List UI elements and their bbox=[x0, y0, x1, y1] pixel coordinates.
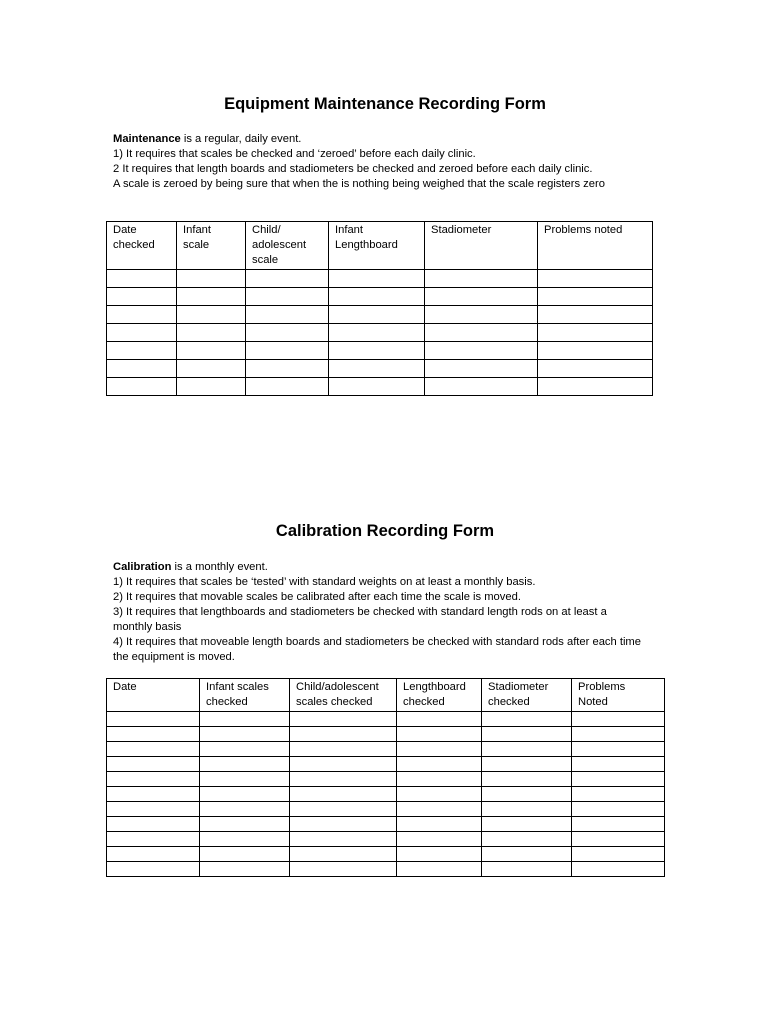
table-cell[interactable] bbox=[482, 787, 572, 802]
col-date-checked: Date checked bbox=[107, 222, 177, 270]
table-cell[interactable] bbox=[482, 757, 572, 772]
table-cell[interactable] bbox=[397, 727, 482, 742]
table-cell[interactable] bbox=[177, 360, 246, 378]
table-cell[interactable] bbox=[290, 832, 397, 847]
table-cell[interactable] bbox=[107, 862, 200, 877]
table-cell[interactable] bbox=[572, 727, 665, 742]
table-cell[interactable] bbox=[290, 802, 397, 817]
table-row bbox=[107, 727, 665, 742]
table-cell[interactable] bbox=[200, 757, 290, 772]
table-cell[interactable] bbox=[177, 378, 246, 396]
table-cell[interactable] bbox=[482, 862, 572, 877]
table-cell[interactable] bbox=[538, 360, 653, 378]
table-cell[interactable] bbox=[482, 817, 572, 832]
table-cell[interactable] bbox=[107, 342, 177, 360]
table-cell[interactable] bbox=[107, 772, 200, 787]
table-cell[interactable] bbox=[538, 270, 653, 288]
table-cell[interactable] bbox=[246, 288, 329, 306]
col-problems-noted: Problems noted bbox=[538, 222, 653, 270]
calibration-line-4: 4) It requires that moveable length boards and stadiometers be checked with standard rods after each time the equipment is moved. bbox=[113, 636, 641, 663]
table-cell[interactable] bbox=[425, 306, 538, 324]
calibration-lead-bold: Calibration bbox=[113, 561, 172, 573]
table-cell[interactable] bbox=[290, 742, 397, 757]
table-cell[interactable] bbox=[200, 817, 290, 832]
calibration-lead bbox=[113, 560, 673, 575]
table-row bbox=[107, 360, 653, 378]
table-cell[interactable] bbox=[329, 324, 425, 342]
calibration-description bbox=[113, 560, 673, 665]
maintenance-line-3: A scale is zeroed by being sure that when the is nothing being weighed that the scale registers zero bbox=[113, 178, 605, 190]
table-cell[interactable] bbox=[572, 802, 665, 817]
table-cell[interactable] bbox=[572, 817, 665, 832]
table-row bbox=[107, 817, 665, 832]
maintenance-line-1: 1) It requires that scales be checked and ‘zeroed’ before each daily clinic. bbox=[113, 148, 476, 160]
table-cell[interactable] bbox=[200, 712, 290, 727]
table-cell[interactable] bbox=[538, 288, 653, 306]
table-cell[interactable] bbox=[177, 324, 246, 342]
table-cell[interactable] bbox=[329, 288, 425, 306]
table-cell[interactable] bbox=[246, 270, 329, 288]
table-row bbox=[107, 757, 665, 772]
table-cell[interactable] bbox=[397, 817, 482, 832]
table-cell[interactable] bbox=[329, 342, 425, 360]
table-cell[interactable] bbox=[397, 712, 482, 727]
table-cell[interactable] bbox=[246, 360, 329, 378]
table-cell[interactable] bbox=[572, 862, 665, 877]
table-cell[interactable] bbox=[107, 832, 200, 847]
table-cell[interactable] bbox=[572, 742, 665, 757]
table-row bbox=[107, 802, 665, 817]
col-child-adolescent-scale: Child/ adolescent scale bbox=[246, 222, 329, 270]
table-cell[interactable] bbox=[482, 832, 572, 847]
col-infant-scale: Infant scale bbox=[177, 222, 246, 270]
table-cell[interactable] bbox=[425, 342, 538, 360]
table-cell[interactable] bbox=[425, 324, 538, 342]
maintenance-description bbox=[113, 132, 673, 192]
table-cell[interactable] bbox=[107, 847, 200, 862]
table-row bbox=[107, 742, 665, 757]
table-cell[interactable] bbox=[246, 378, 329, 396]
table-row bbox=[107, 342, 653, 360]
table-cell[interactable] bbox=[200, 832, 290, 847]
table-cell[interactable] bbox=[329, 360, 425, 378]
table-cell[interactable] bbox=[290, 817, 397, 832]
maintenance-lead-rest: is a regular, daily event. bbox=[180, 133, 302, 145]
table-cell[interactable] bbox=[200, 742, 290, 757]
table-cell[interactable] bbox=[538, 306, 653, 324]
table-cell[interactable] bbox=[107, 817, 200, 832]
table-cell[interactable] bbox=[246, 306, 329, 324]
table-cell[interactable] bbox=[107, 360, 177, 378]
table-cell[interactable] bbox=[482, 847, 572, 862]
table-cell[interactable] bbox=[107, 324, 177, 342]
table-cell[interactable] bbox=[290, 862, 397, 877]
maintenance-header-row bbox=[107, 222, 653, 270]
table-cell[interactable] bbox=[107, 727, 200, 742]
table-cell[interactable] bbox=[290, 727, 397, 742]
table-row bbox=[107, 712, 665, 727]
table-cell[interactable] bbox=[482, 727, 572, 742]
table-cell[interactable] bbox=[290, 847, 397, 862]
maintenance-title: Equipment Maintenance Recording Form bbox=[224, 95, 546, 113]
table-cell[interactable] bbox=[397, 832, 482, 847]
calibration-line-2: 2) It requires that movable scales be calibrated after each time the scale is moved. bbox=[113, 591, 521, 603]
table-row bbox=[107, 772, 665, 787]
table-cell[interactable] bbox=[290, 772, 397, 787]
table-cell[interactable] bbox=[572, 832, 665, 847]
table-cell[interactable] bbox=[107, 742, 200, 757]
table-cell[interactable] bbox=[482, 742, 572, 757]
calibration-title: Calibration Recording Form bbox=[275, 522, 495, 540]
col-problems-noted: Problems Noted bbox=[572, 679, 665, 712]
table-cell[interactable] bbox=[200, 802, 290, 817]
maintenance-line-2: 2 It requires that length boards and stadiometers be checked and zeroed before each daily clinic. bbox=[113, 163, 593, 175]
maintenance-table bbox=[106, 221, 653, 396]
table-cell[interactable] bbox=[397, 862, 482, 877]
maintenance-lead bbox=[113, 132, 673, 147]
table-cell[interactable] bbox=[177, 288, 246, 306]
table-cell[interactable] bbox=[538, 324, 653, 342]
table-row bbox=[107, 324, 653, 342]
table-cell[interactable] bbox=[107, 787, 200, 802]
table-cell[interactable] bbox=[107, 757, 200, 772]
table-row bbox=[107, 288, 653, 306]
table-row bbox=[107, 787, 665, 802]
col-child-adolescent-scales-checked: Child/adolescent scales checked bbox=[290, 679, 397, 712]
table-cell[interactable] bbox=[425, 360, 538, 378]
table-cell[interactable] bbox=[397, 757, 482, 772]
table-cell[interactable] bbox=[425, 288, 538, 306]
table-row bbox=[107, 847, 665, 862]
table-cell[interactable] bbox=[290, 757, 397, 772]
table-cell[interactable] bbox=[397, 742, 482, 757]
table-cell[interactable] bbox=[572, 787, 665, 802]
table-cell[interactable] bbox=[177, 270, 246, 288]
table-cell[interactable] bbox=[329, 378, 425, 396]
maintenance-lead-bold: Maintenance bbox=[113, 133, 181, 145]
table-cell[interactable] bbox=[397, 772, 482, 787]
table-cell[interactable] bbox=[200, 772, 290, 787]
table-row bbox=[107, 270, 653, 288]
table-cell[interactable] bbox=[397, 787, 482, 802]
table-cell[interactable] bbox=[177, 306, 246, 324]
col-infant-lengthboard: Infant Lengthboard bbox=[329, 222, 425, 270]
table-cell[interactable] bbox=[482, 772, 572, 787]
table-cell[interactable] bbox=[329, 270, 425, 288]
table-cell[interactable] bbox=[290, 712, 397, 727]
table-cell[interactable] bbox=[425, 378, 538, 396]
col-stadiometer: Stadiometer bbox=[425, 222, 538, 270]
table-row bbox=[107, 862, 665, 877]
table-cell[interactable] bbox=[200, 862, 290, 877]
table-cell[interactable] bbox=[107, 270, 177, 288]
table-cell[interactable] bbox=[572, 847, 665, 862]
table-cell[interactable] bbox=[329, 306, 425, 324]
table-cell[interactable] bbox=[538, 342, 653, 360]
table-cell[interactable] bbox=[200, 847, 290, 862]
table-row bbox=[107, 378, 653, 396]
table-cell[interactable] bbox=[425, 270, 538, 288]
table-cell[interactable] bbox=[572, 712, 665, 727]
table-cell[interactable] bbox=[572, 772, 665, 787]
calibration-line-1: 1) It requires that scales be ‘tested’ with standard weights on at least a monthly basis. bbox=[113, 576, 536, 588]
table-cell[interactable] bbox=[482, 802, 572, 817]
table-cell[interactable] bbox=[107, 712, 200, 727]
table-cell[interactable] bbox=[177, 342, 246, 360]
table-cell[interactable] bbox=[200, 727, 290, 742]
table-cell[interactable] bbox=[397, 802, 482, 817]
table-cell[interactable] bbox=[107, 306, 177, 324]
table-cell[interactable] bbox=[200, 787, 290, 802]
table-cell[interactable] bbox=[107, 802, 200, 817]
col-lengthboard-checked: Lengthboard checked bbox=[397, 679, 482, 712]
col-stadiometer-checked: Stadiometer checked bbox=[482, 679, 572, 712]
col-date: Date bbox=[107, 679, 200, 712]
calibration-lead-rest: is a monthly event. bbox=[171, 561, 268, 573]
calibration-table bbox=[106, 678, 665, 877]
table-cell[interactable] bbox=[572, 757, 665, 772]
table-cell[interactable] bbox=[482, 712, 572, 727]
table-row bbox=[107, 306, 653, 324]
calibration-header-row bbox=[107, 679, 665, 712]
table-cell[interactable] bbox=[246, 342, 329, 360]
col-infant-scales-checked: Infant scales checked bbox=[200, 679, 290, 712]
table-cell[interactable] bbox=[246, 324, 329, 342]
table-cell[interactable] bbox=[538, 378, 653, 396]
table-cell[interactable] bbox=[107, 378, 177, 396]
table-cell[interactable] bbox=[290, 787, 397, 802]
table-row bbox=[107, 832, 665, 847]
table-cell[interactable] bbox=[397, 847, 482, 862]
calibration-line-3: 3) It requires that lengthboards and stadiometers be checked with standard length rods on at least a monthly basis bbox=[113, 606, 607, 633]
table-cell[interactable] bbox=[107, 288, 177, 306]
